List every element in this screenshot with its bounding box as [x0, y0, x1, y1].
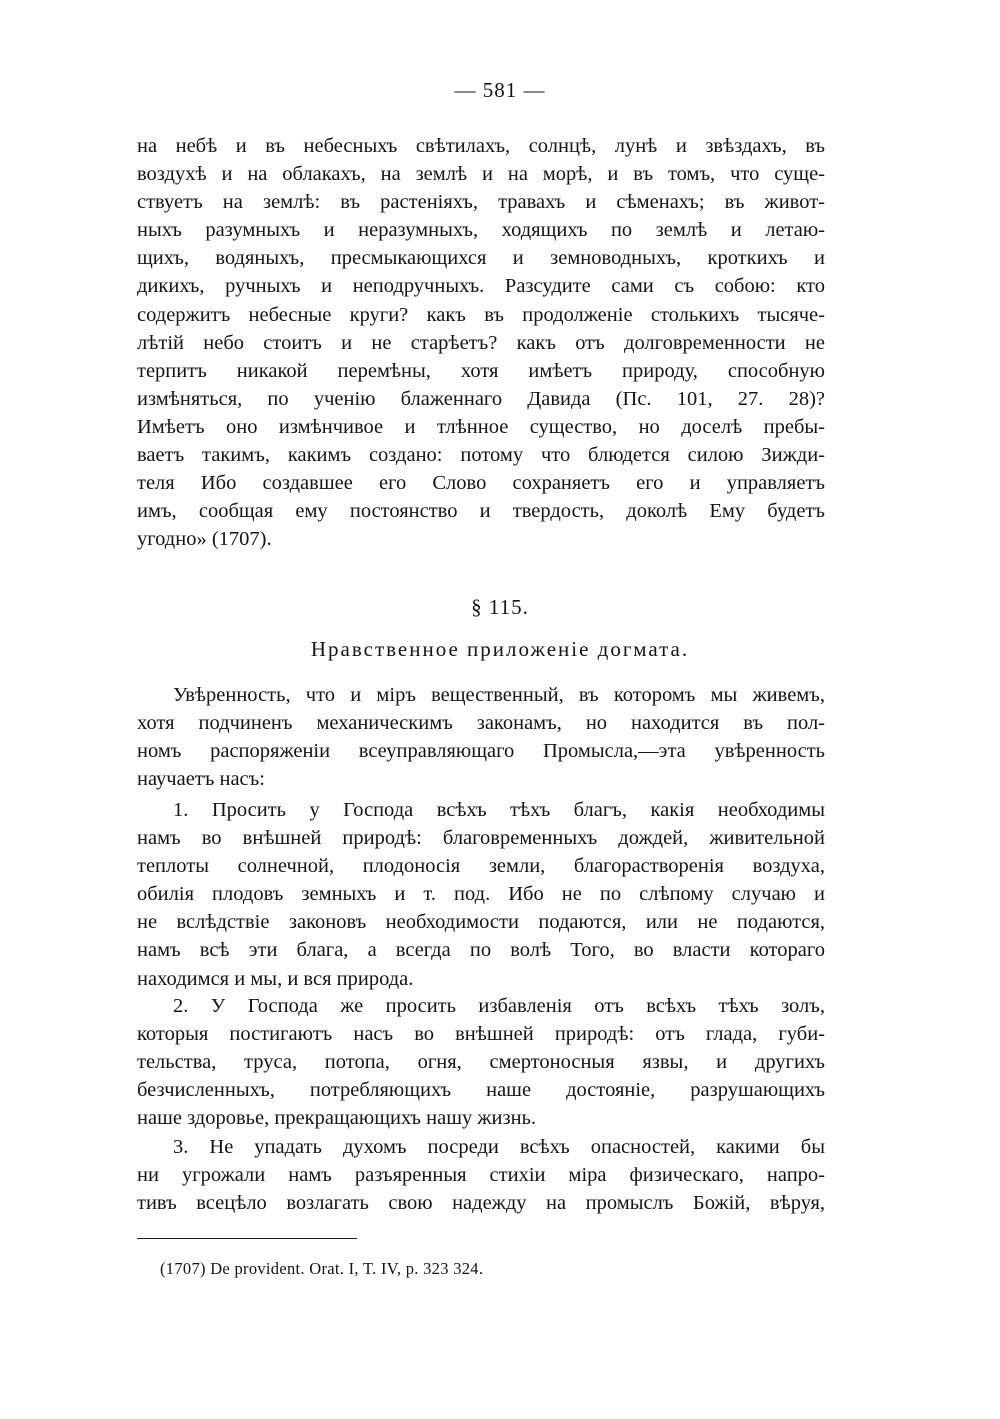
text-line: имъ, сообщая ему постоянство и твердость, доколѣ Ему будетъ: [137, 500, 825, 523]
list-item-1: [137, 796, 825, 993]
text-line: теля Ибо создавшее его Слово сохраняетъ его и управляетъ: [137, 472, 825, 495]
text-line: щихъ, водяныхъ, пресмыкающихся и земноводныхъ, кроткихъ и: [137, 247, 825, 270]
footnote-rule: [137, 1238, 357, 1239]
text-line: дикихъ, ручныхъ и неподручныхъ. Разсудите сами съ собою: кто: [137, 275, 825, 298]
text-line: лѣтій небо стоитъ и не старѣетъ? какъ отъ долговременности не: [137, 331, 825, 354]
text-line: тивъ всецѣло возлагать свою надежду на промыслъ Божій, вѣруя,: [137, 1192, 825, 1215]
text-line: намъ во внѣшней природѣ: благовременныхъ дождей, живительной: [137, 827, 825, 850]
text-line: не вслѣдствіе законовъ необходимости подаются, или не подаются,: [137, 911, 825, 934]
text-line: номъ распоряженіи всеуправляющаго Промысла,—эта увѣренность: [137, 740, 825, 763]
text-line: безчисленныхъ, потребляющихъ наше достояніе, разрушающихъ: [137, 1079, 825, 1102]
text-line: терпитъ никакой перемѣны, хотя имѣетъ природу, способную: [137, 359, 825, 382]
text-line: 3. Не упадать духомъ посреди всѣхъ опасностей, какими бы: [173, 1136, 825, 1158]
text-line: тельства, труса, потопа, огня, смертоносныя язвы, и другихъ: [137, 1051, 825, 1074]
footnote: (1707) De provident. Orat. I, T. IV, p. 323 324.: [160, 1259, 484, 1278]
list-item-3: [137, 1133, 825, 1217]
list-item-2: [137, 992, 825, 1132]
text-line: ныхъ разумныхъ и неразумныхъ, ходящихъ по землѣ и летаю-: [137, 219, 825, 242]
text-line: намъ всѣ эти блага, а всегда по волѣ Того, во власти котораго: [137, 939, 825, 962]
section-number: § 115.: [471, 595, 529, 619]
text-line: 1. Просить у Господа всѣхъ тѣхъ благъ, какія необходимы: [173, 799, 825, 821]
text-line: находимся и мы, и вся природа.: [137, 967, 414, 990]
text-line: хотя подчиненъ механическимъ законамъ, но находится въ пол-: [137, 712, 825, 735]
text-line: теплоты солнечной, плодоносія земли, благорастворенія воздуха,: [137, 855, 825, 878]
paragraph-intro: [137, 681, 825, 793]
text-line: наше здоровье, прекращающихъ нашу жизнь.: [137, 1107, 537, 1130]
page-number: — 581 —: [454, 78, 546, 102]
text-line: на небѣ и въ небесныхъ свѣтилахъ, солнцѣ, лунѣ и звѣздахъ, въ: [137, 135, 825, 157]
text-line: которыя постигаютъ насъ во внѣшней природѣ: отъ глада, губи-: [137, 1023, 825, 1046]
text-line: ваетъ такимъ, какимъ создано: потому что блюдется силою Зижди-: [137, 444, 825, 467]
text-line: Имѣетъ оно измѣнчивое и тлѣнное существо, но доселѣ пребы-: [137, 415, 825, 438]
paragraph-continuation: [137, 132, 825, 553]
text-line: угодно» (1707).: [137, 528, 272, 551]
section-title: Нравственное приложеніе догмата.: [310, 637, 690, 661]
text-line: научаетъ насъ:: [137, 768, 265, 791]
text-line: измѣняться, по ученію блаженнаго Давида (Пс. 101, 27. 28)?: [137, 387, 825, 410]
text-line: ни угрожали намъ разъяренныя стихіи міра физическаго, напро-: [137, 1164, 825, 1187]
text-line: содержитъ небесные круги? какъ въ продолженіе столькихъ тысяче-: [137, 303, 825, 326]
text-line: обилія плодовъ земныхъ и т. под. Ибо не по слѣпому случаю и: [137, 883, 825, 906]
text-line: 2. У Господа же просить избавленія отъ всѣхъ тѣхъ золъ,: [173, 995, 825, 1017]
text-line: Увѣренность, что и міръ вещественный, въ которомъ мы живемъ,: [173, 684, 825, 706]
text-line: ствуетъ на землѣ: въ растеніяхъ, травахъ и сѣменахъ; въ живот-: [137, 191, 825, 214]
text-line: воздухѣ и на облакахъ, на землѣ и на морѣ, и въ томъ, что суще-: [137, 163, 825, 186]
